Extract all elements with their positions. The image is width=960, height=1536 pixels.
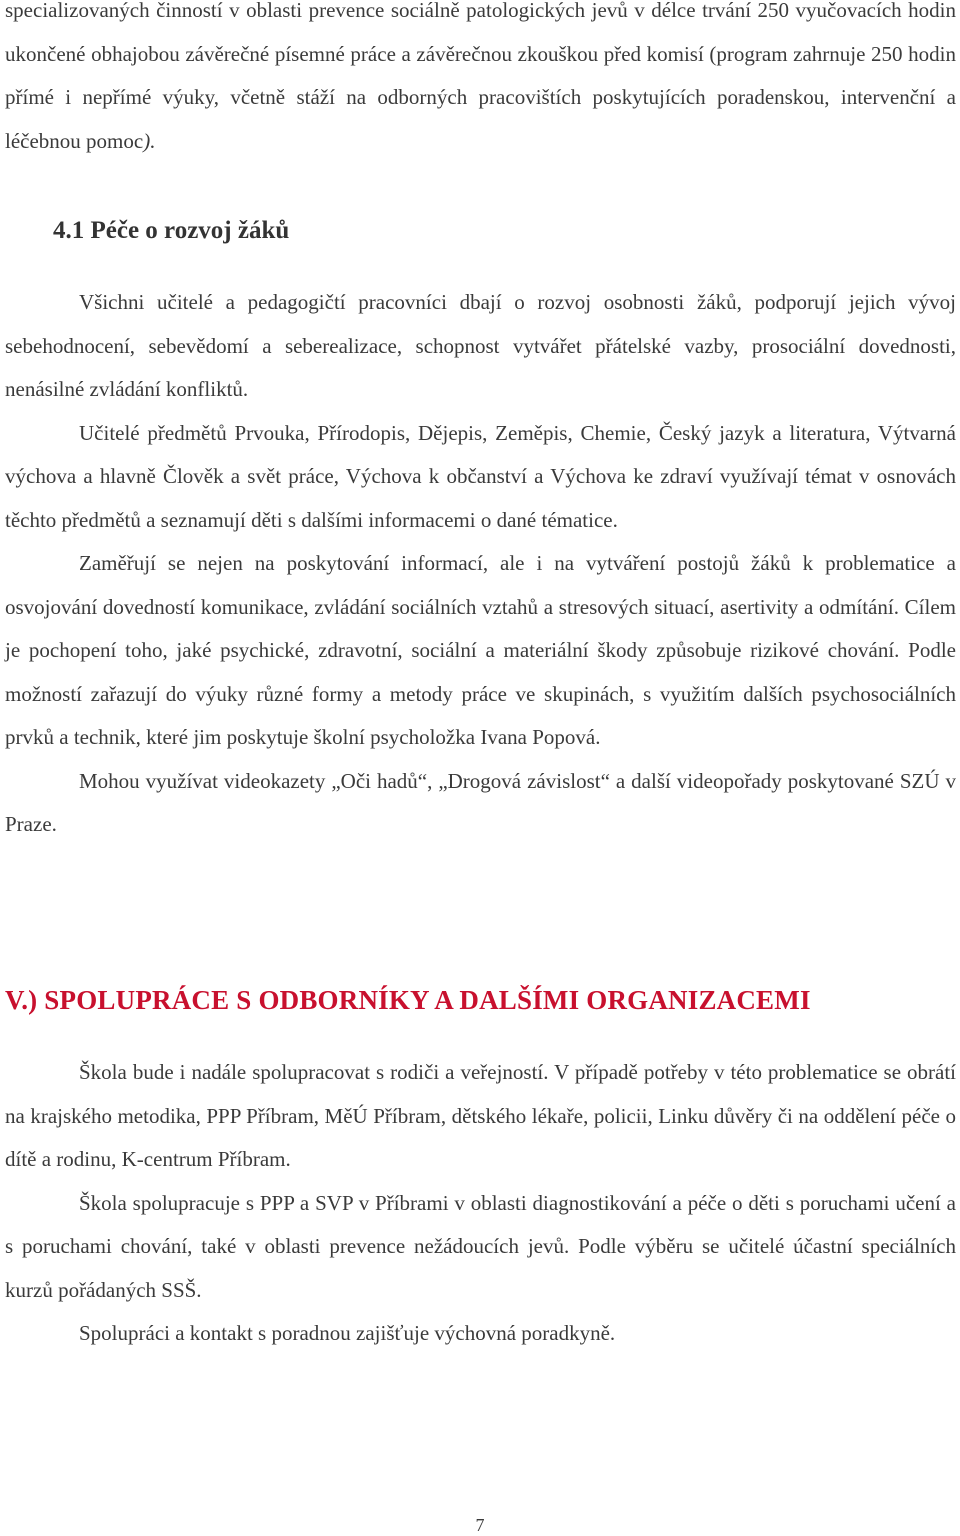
paragraph: Škola spolupracuje s PPP a SVP v Příbrami v oblasti diagnostikování a péče o děti s poruchami učení a s poruchami chování, také v oblasti prevence nežádoucích jevů. Podle výběru se učitelé účastní speciálních kurzů pořádaných SSŠ. bbox=[5, 1190, 956, 1302]
intro-paragraph bbox=[5, 0, 956, 163]
intro-text: specializovaných činností v oblasti prevence sociálně patologických jevů v délce trvání 250 vyučovacích hodin ukončené obhajobou závěrečné písemné práce a závěrečnou zkouškou před komisí (program zahrnuje 250 hodin přímé i nepřímé výuky, včetně stáží na odborných pracovištích poskytujících poradenskou, intervenční a léčebnou pomoc bbox=[5, 0, 956, 153]
intro-tail: ). bbox=[143, 128, 156, 153]
page-number: 7 bbox=[475, 1515, 485, 1535]
document-page bbox=[5, 0, 956, 1536]
section-v-heading: V.) SPOLUPRÁCE S ODBORNÍKY A DALŠÍMI ORGANIZACEMI bbox=[5, 985, 811, 1015]
section-v-body bbox=[5, 1051, 956, 1356]
section-4-1-heading: 4.1 Péče o rozvoj žáků bbox=[53, 217, 290, 244]
paragraph: Mohou využívat videokazety „Oči hadů“, „Drogová závislost“ a další videopořady poskytované SZÚ v Praze. bbox=[5, 768, 956, 836]
paragraph: Spolupráci a kontakt s poradnou zajišťuje výchovná poradkyně. bbox=[79, 1321, 616, 1345]
section-4-1-body bbox=[5, 281, 956, 847]
paragraph: Škola bude i nadále spolupracovat s rodiči a veřejností. V případě potřeby v této problematice se obrátí na krajského metodika, PPP Příbram, MěÚ Příbram, dětského lékaře, policii, Linku důvěry či na oddělení péče o dítě a rodinu, K-centrum Příbram. bbox=[5, 1060, 956, 1171]
paragraph: Zaměřují se nejen na poskytování informací, ale i na vytváření postojů žáků k problematice a osvojování dovedností komunikace, zvládání sociálních vztahů a stresových situací, asertivity a odmítání. Cílem je pochopení toho, jaké psychické, zdravotní, sociální a materiální škody způsobuje rizikové chování. Podle možností zařazují do výuky různé formy a metody práce ve skupinách, s využitím dalších psychosociálních prvků a technik, které jim poskytuje školní psycholožka Ivana Popová. bbox=[5, 551, 956, 749]
paragraph: Učitelé předmětů Prvouka, Přírodopis, Dějepis, Zeměpis, Chemie, Český jazyk a literatura, Výtvarná výchova a hlavně Člověk a svět práce, Výchova k občanství a Výchova ke zdraví využívají témat v osnovách těchto předmětů a seznamují děti s dalšími informacemi o dané tématice. bbox=[5, 420, 956, 532]
paragraph: Všichni učitelé a pedagogičtí pracovníci dbají o rozvoj osobnosti žáků, podporují jejich vývoj sebehodnocení, sebevědomí a seberealizace, schopnost vytvářet přátelské vazby, prosociální dovednosti, nenásilné zvládání konfliktů. bbox=[5, 290, 956, 401]
